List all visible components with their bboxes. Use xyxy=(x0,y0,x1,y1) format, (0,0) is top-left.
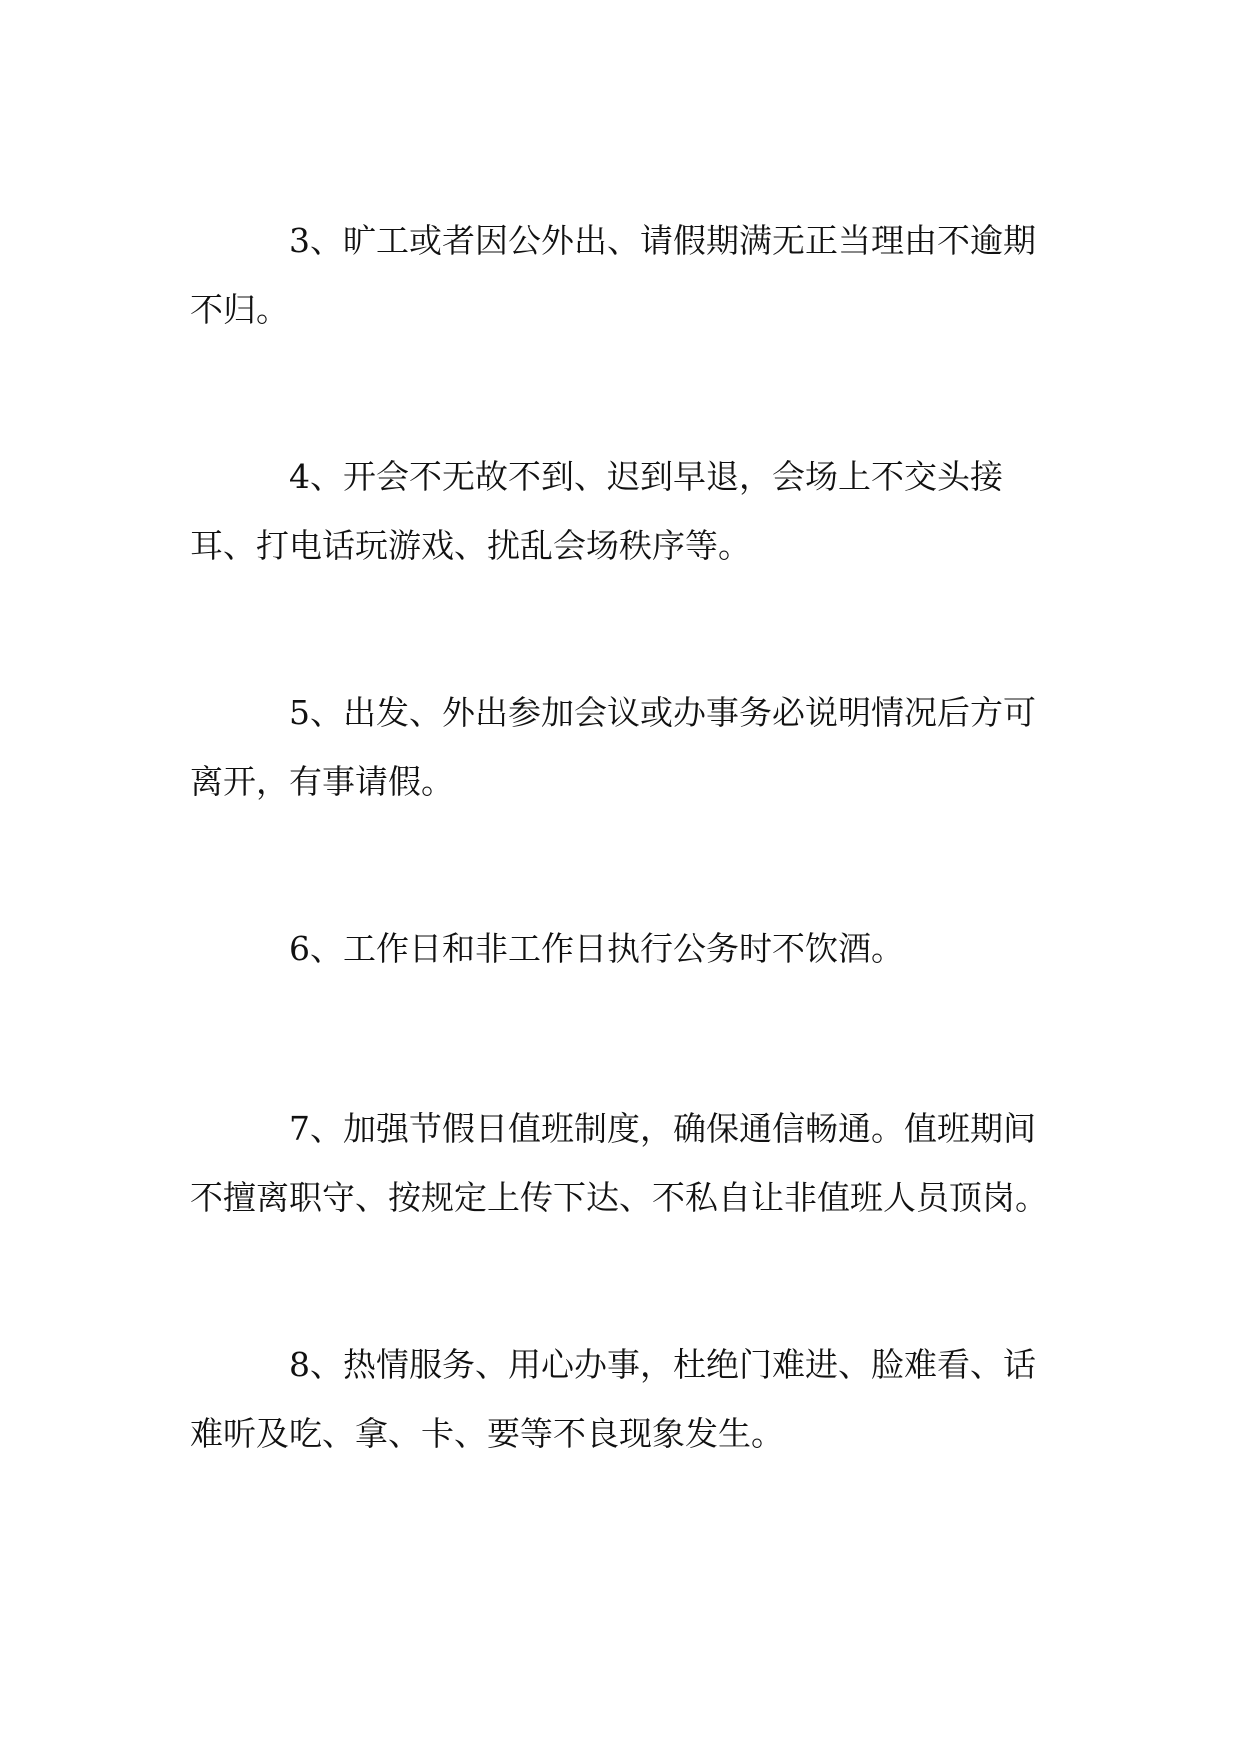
rule-paragraph-6: 6、工作日和非工作日执行公务时不饮酒。 xyxy=(289,929,904,968)
rule-paragraph-7: 7、加强节假日值班制度，确保通信畅通。值班期间不擅离职守、按规定上传下达、不私自让非值班人员顶岗。 xyxy=(190,1109,1048,1217)
rule-paragraph-5: 5、出发、外出参加会议或办事务必说明情况后方可离开，有事请假。 xyxy=(190,693,1036,801)
rule-paragraph-8: 8、热情服务、用心办事，杜绝门难进、脸难看、话难听及吃、拿、卡、要等不良现象发生。 xyxy=(190,1345,1036,1453)
rule-paragraph-3: 3、旷工或者因公外出、请假期满无正当理由不逾期不归。 xyxy=(190,221,1036,329)
rule-paragraph-4: 4、开会不无故不到、迟到早退，会场上不交头接耳、打电话玩游戏、扰乱会场秩序等。 xyxy=(190,457,1003,565)
